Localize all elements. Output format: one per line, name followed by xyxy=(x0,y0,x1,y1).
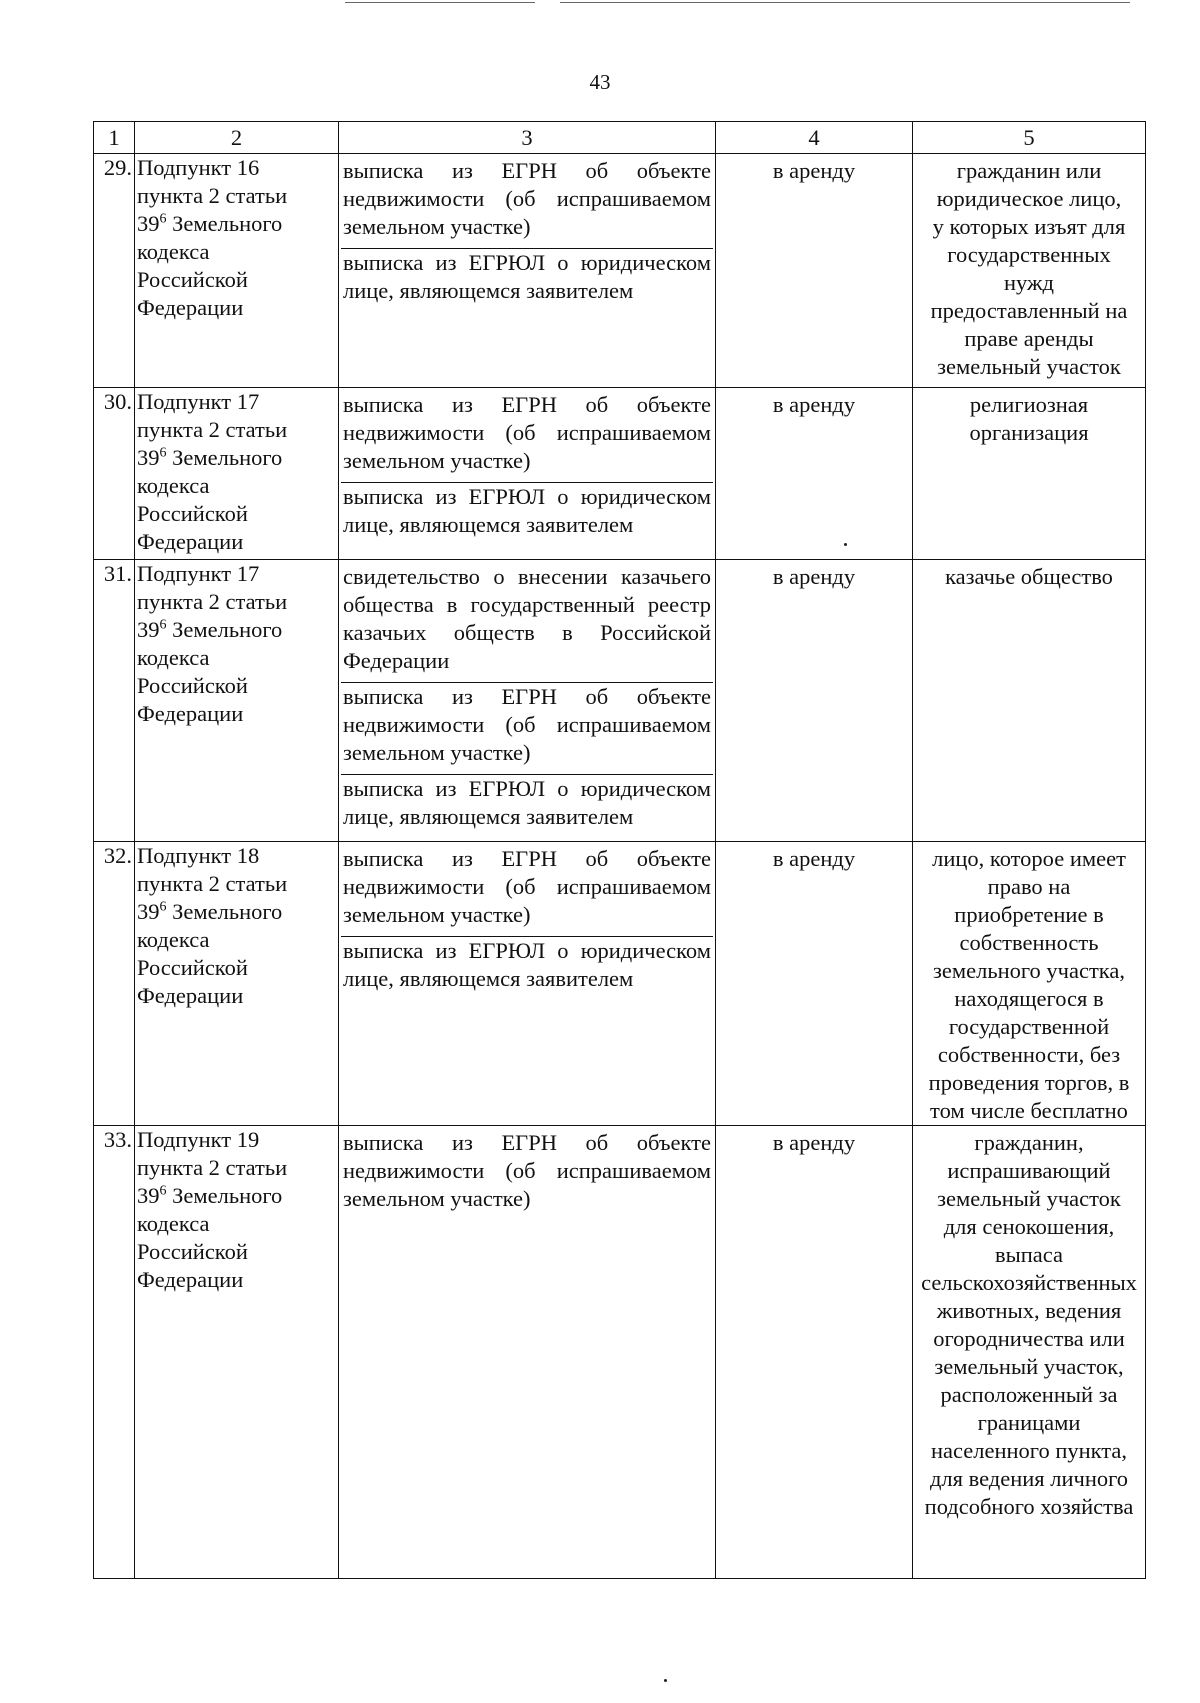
basis-line xyxy=(137,210,336,238)
basis-line: Российской xyxy=(137,1239,248,1264)
applicant-line: казачье общество xyxy=(945,564,1113,589)
basis-line: Подпункт 17 xyxy=(137,561,260,586)
article-superscript: 6 xyxy=(159,899,167,915)
article-number: 39 xyxy=(137,899,160,924)
basis-line: Российской xyxy=(137,673,248,698)
required-documents-cell xyxy=(339,154,716,388)
basis-line: Подпункт 18 xyxy=(137,843,260,868)
basis-line: пункта 2 статьи xyxy=(137,1155,288,1180)
document-item: свидетельство о внесении казачьего общества в государственный реестр казачьих обществ в Российской Федерации xyxy=(343,564,711,673)
provision-type: в аренду xyxy=(716,154,913,388)
article-number: 39 xyxy=(137,1183,160,1208)
basis-line xyxy=(137,444,336,472)
document-item: выписка из ЕГРЮЛ о юридическом лице, являющемся заявителем xyxy=(343,484,711,537)
applicant-line: нужд xyxy=(1004,270,1054,295)
table-row xyxy=(94,388,1146,560)
basis-line: Подпункт 17 xyxy=(137,389,260,414)
legal-basis-cell xyxy=(135,842,339,1126)
row-number: 33. xyxy=(94,1126,135,1579)
provision-type: в аренду xyxy=(716,388,913,560)
applicant-line: праве аренды xyxy=(964,326,1094,351)
basis-line xyxy=(137,616,336,644)
document-item: выписка из ЕГРН об объекте недвижимости (об испрашиваемом земельном участке) xyxy=(341,682,713,771)
provision-type: в аренду xyxy=(716,842,913,1126)
scan-top-rule xyxy=(560,2,1130,3)
basis-line: пункта 2 статьи xyxy=(137,417,288,442)
table-row xyxy=(94,842,1146,1126)
basis-line: Российской xyxy=(137,955,248,980)
table-header-row xyxy=(94,122,1146,154)
required-documents-cell xyxy=(339,388,716,560)
applicant-line: государственной xyxy=(948,1014,1110,1039)
applicant-cell xyxy=(913,560,1146,842)
applicant-line: юридическое лицо, xyxy=(936,186,1122,211)
basis-line: Федерации xyxy=(137,295,244,320)
basis-line: пункта 2 статьи xyxy=(137,183,288,208)
table-row xyxy=(94,1126,1146,1579)
article-superscript: 6 xyxy=(159,445,167,461)
document-item: выписка из ЕГРЮЛ о юридическом лице, являющемся заявителем xyxy=(343,776,711,829)
applicant-line: право на xyxy=(987,874,1071,899)
document-item: выписка из ЕГРН об объекте недвижимости (об испрашиваемом земельном участке) xyxy=(343,846,711,927)
basis-line: Федерации xyxy=(137,701,244,726)
article-superscript: 6 xyxy=(159,211,167,227)
document-item: выписка из ЕГРН об объекте недвижимости (об испрашиваемом земельном участке) xyxy=(343,158,711,239)
basis-line: Подпункт 16 xyxy=(137,155,260,180)
basis-text: Земельного xyxy=(166,445,283,470)
article-number: 39 xyxy=(137,617,160,642)
applicant-line: земельный участок xyxy=(937,354,1121,379)
basis-text: Земельного xyxy=(166,1183,283,1208)
applicant-line: земельный участок, xyxy=(934,1354,1124,1379)
legal-basis-cell xyxy=(135,1126,339,1579)
basis-line: пункта 2 статьи xyxy=(137,871,288,896)
document-item: выписка из ЕГРЮЛ о юридическом лице, являющемся заявителем xyxy=(343,250,711,303)
article-number: 39 xyxy=(137,445,160,470)
column-header: 3 xyxy=(339,122,716,154)
applicant-line: испрашивающий xyxy=(947,1158,1111,1183)
row-number: 29. xyxy=(94,154,135,388)
basis-line xyxy=(137,1182,336,1210)
basis-line: кодекса xyxy=(137,927,210,952)
basis-line: Российской xyxy=(137,501,248,526)
table-row xyxy=(94,154,1146,388)
required-documents-cell xyxy=(339,560,716,842)
row-number: 31. xyxy=(94,560,135,842)
applicant-line: государственных xyxy=(947,242,1111,267)
row-number: 30. xyxy=(94,388,135,560)
basis-line: кодекса xyxy=(137,239,210,264)
legal-basis-cell xyxy=(135,154,339,388)
applicant-line: для ведения личного xyxy=(929,1466,1129,1491)
applicant-line: населенного пункта, xyxy=(930,1438,1128,1463)
document-item: выписка из ЕГРН об объекте недвижимости (об испрашиваемом земельном участке) xyxy=(343,1130,711,1211)
applicant-line: находящегося в xyxy=(954,986,1104,1011)
applicant-line: у которых изъят для xyxy=(932,214,1126,239)
article-number: 39 xyxy=(137,211,160,236)
applicant-line: лицо, которое имеет xyxy=(932,846,1126,871)
applicant-line: земельный участок xyxy=(937,1186,1121,1211)
required-documents-cell xyxy=(339,842,716,1126)
applicant-line: земельного участка, xyxy=(933,958,1125,983)
basis-text: Земельного xyxy=(166,899,283,924)
applicant-line: организация xyxy=(969,420,1089,445)
applicant-line: гражданин или xyxy=(956,158,1102,183)
applicant-cell xyxy=(913,388,1146,560)
scan-speck xyxy=(664,1679,667,1682)
basis-line: Подпункт 19 xyxy=(137,1127,260,1152)
basis-line: пункта 2 статьи xyxy=(137,589,288,614)
applicant-line: предоставленный на xyxy=(930,298,1128,323)
applicant-cell xyxy=(913,154,1146,388)
page-number: 43 xyxy=(589,70,611,94)
basis-line xyxy=(137,898,336,926)
required-documents-cell xyxy=(339,1126,716,1579)
column-header: 5 xyxy=(913,122,1146,154)
applicant-line: животных, ведения xyxy=(936,1298,1122,1323)
article-superscript: 6 xyxy=(159,617,167,633)
provision-type: в аренду xyxy=(716,560,913,842)
applicant-cell xyxy=(913,842,1146,1126)
applicant-line: собственности, без xyxy=(937,1042,1121,1067)
applicant-line: религиозная xyxy=(969,392,1089,417)
basis-line: Федерации xyxy=(137,983,244,1008)
applicant-line: границами xyxy=(977,1410,1081,1435)
basis-line: Российской xyxy=(137,267,248,292)
basis-line: кодекса xyxy=(137,473,210,498)
basis-text: Земельного xyxy=(166,617,283,642)
column-header: 2 xyxy=(135,122,339,154)
basis-line: Федерации xyxy=(137,1267,244,1292)
applicant-line: том числе бесплатно xyxy=(930,1098,1128,1123)
column-header: 1 xyxy=(94,122,135,154)
applicant-line: для сенокошения, xyxy=(943,1214,1115,1239)
document-item: выписка из ЕГРЮЛ о юридическом лице, являющемся заявителем xyxy=(343,938,711,991)
article-superscript: 6 xyxy=(159,1183,167,1199)
legal-basis-cell xyxy=(135,560,339,842)
basis-line: кодекса xyxy=(137,645,210,670)
provision-type: в аренду xyxy=(716,1126,913,1579)
legal-basis-cell xyxy=(135,388,339,560)
basis-line: кодекса xyxy=(137,1211,210,1236)
documents-table xyxy=(93,121,1146,1579)
applicant-line: расположенный за xyxy=(940,1382,1118,1407)
table-row xyxy=(94,560,1146,842)
applicant-line: проведения торгов, в xyxy=(928,1070,1130,1095)
basis-line: Федерации xyxy=(137,529,244,554)
document-item: выписка из ЕГРН об объекте недвижимости (об испрашиваемом земельном участке) xyxy=(343,392,711,473)
applicant-line: приобретение в xyxy=(954,902,1104,927)
applicant-line: подсобного хозяйства xyxy=(924,1494,1134,1519)
scan-top-rule xyxy=(345,2,535,3)
basis-text: Земельного xyxy=(166,211,283,236)
applicant-line: гражданин, xyxy=(974,1130,1084,1155)
applicant-cell xyxy=(913,1126,1146,1579)
applicant-line: выпаса xyxy=(994,1242,1064,1267)
applicant-line: сельскохозяйственных xyxy=(921,1270,1137,1295)
scan-speck xyxy=(844,543,847,546)
applicant-line: огородничества или xyxy=(933,1326,1125,1351)
column-header: 4 xyxy=(716,122,913,154)
row-number: 32. xyxy=(94,842,135,1126)
applicant-line: собственность xyxy=(959,930,1099,955)
